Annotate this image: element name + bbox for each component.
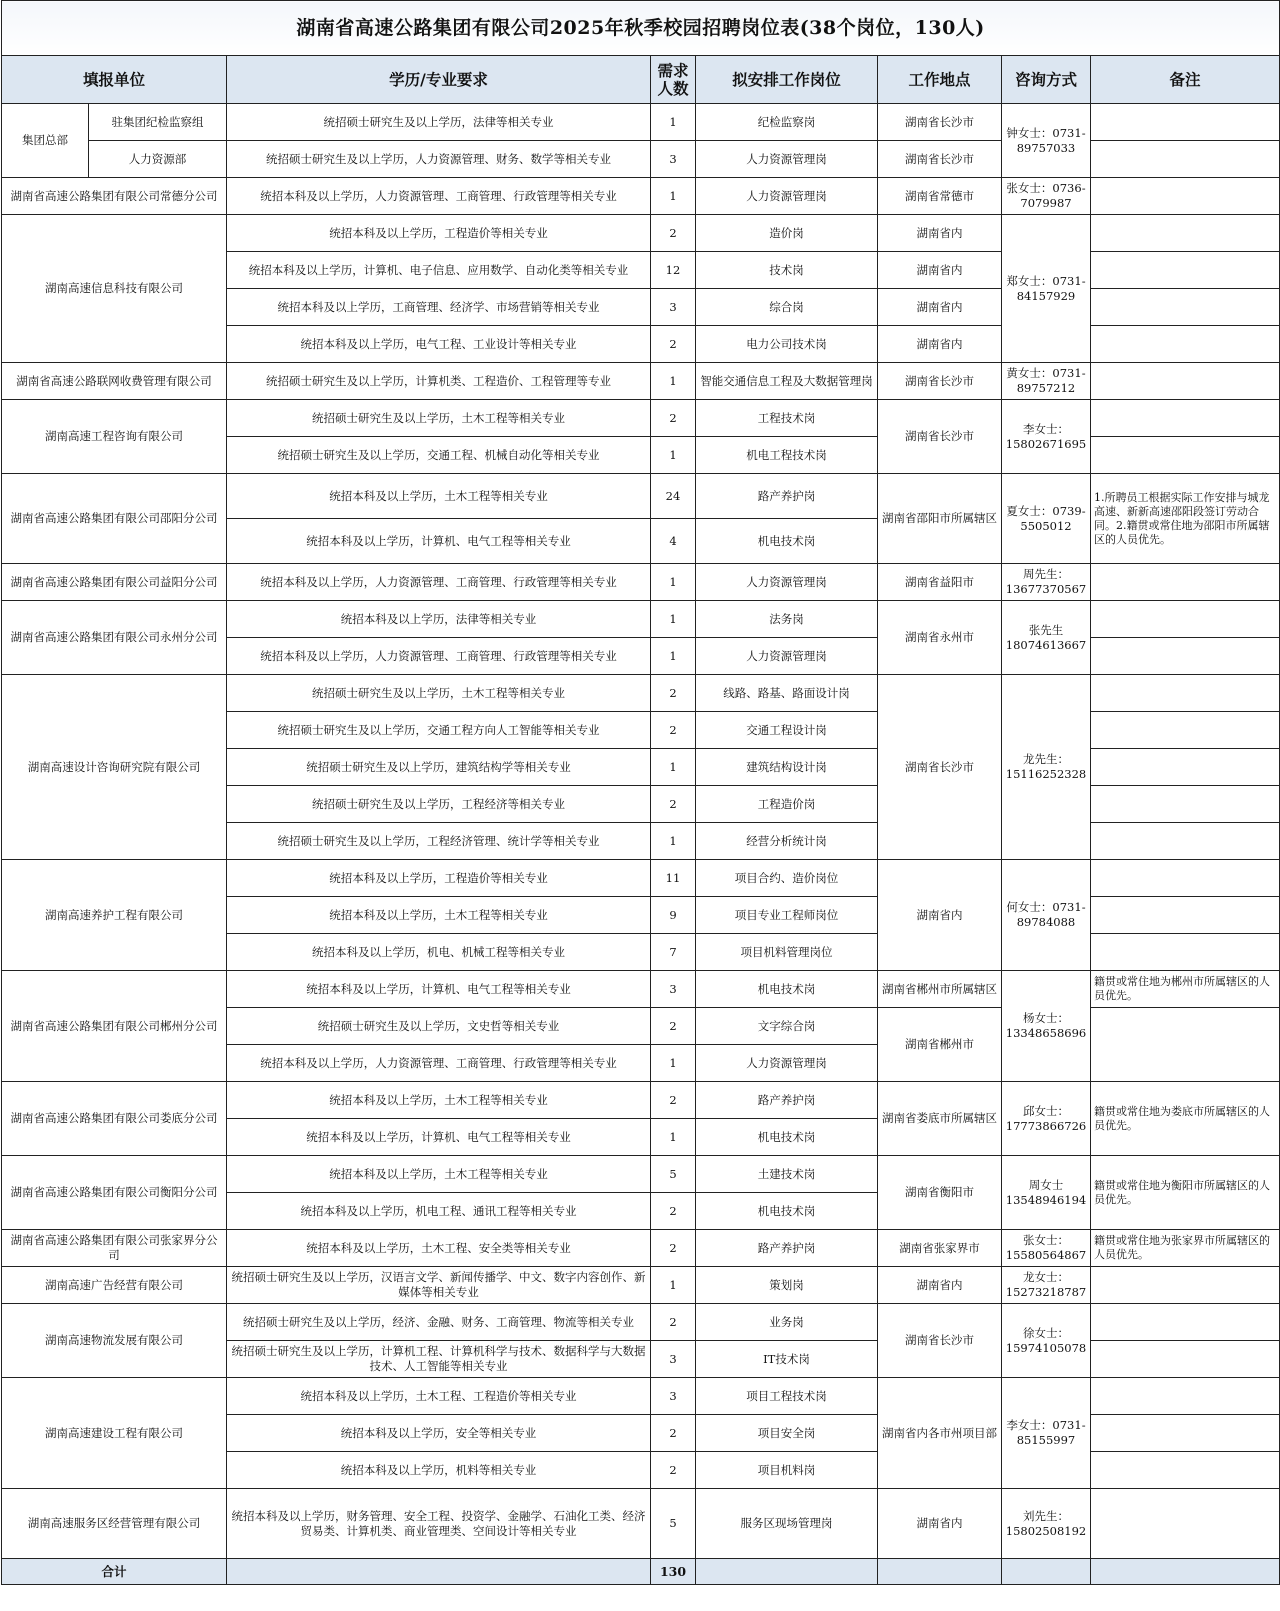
count-cell: 4 xyxy=(651,519,696,564)
post-cell: 交通工程设计岗 xyxy=(696,712,878,749)
location-cell: 湖南省衡阳市 xyxy=(878,1156,1002,1230)
contact-cell: 周先生：13677370567 xyxy=(1002,564,1091,601)
location-cell: 湖南省内 xyxy=(878,215,1002,252)
total-spacer xyxy=(1002,1559,1091,1585)
note-cell: 籍贯或常住地为衡阳市所属辖区的人员优先。 xyxy=(1091,1156,1280,1230)
location-cell: 湖南省内 xyxy=(878,860,1002,971)
requirement-cell: 统招本科及以上学历，人力资源管理、工商管理、行政管理等相关专业 xyxy=(227,638,651,675)
requirement-cell: 统招本科及以上学历，机料等相关专业 xyxy=(227,1452,651,1489)
count-cell: 1 xyxy=(651,178,696,215)
count-cell: 2 xyxy=(651,675,696,712)
post-cell: 项目机料岗 xyxy=(696,1452,878,1489)
requirement-cell: 统招硕士研究生及以上学历，建筑结构学等相关专业 xyxy=(227,749,651,786)
location-cell: 湖南省内 xyxy=(878,1267,1002,1304)
location-cell: 湖南省娄底市所属辖区 xyxy=(878,1082,1002,1156)
post-cell: 工程造价岗 xyxy=(696,786,878,823)
contact-cell: 夏女士：0739-5505012 xyxy=(1002,474,1091,564)
total-spacer xyxy=(878,1559,1002,1585)
requirement-cell: 统招本科及以上学历，机电工程、通讯工程等相关专业 xyxy=(227,1193,651,1230)
note-cell: 籍贯或常住地为郴州市所属辖区的人员优先。 xyxy=(1091,971,1280,1008)
count-cell: 1 xyxy=(651,1045,696,1082)
requirement-cell: 统招本科及以上学历，工程造价等相关专业 xyxy=(227,215,651,252)
note-cell xyxy=(1091,1304,1280,1341)
count-cell: 3 xyxy=(651,141,696,178)
contact-cell: 黄女士：0731-89757212 xyxy=(1002,363,1091,400)
requirement-cell: 统招本科及以上学历，计算机、电气工程等相关专业 xyxy=(227,1119,651,1156)
unit-cell: 湖南高速工程咨询有限公司 xyxy=(2,400,227,474)
note-cell xyxy=(1091,104,1280,141)
count-cell: 2 xyxy=(651,1415,696,1452)
post-cell: 技术岗 xyxy=(696,252,878,289)
unit-cell: 湖南省高速公路集团有限公司常德分公司 xyxy=(2,178,227,215)
requirement-cell: 统招本科及以上学历，工商管理、经济学、市场营销等相关专业 xyxy=(227,289,651,326)
requirement-cell: 统招本科及以上学历，安全等相关专业 xyxy=(227,1415,651,1452)
contact-cell: 何女士：0731-89784088 xyxy=(1002,860,1091,971)
post-cell: 路产养护岗 xyxy=(696,474,878,519)
note-cell xyxy=(1091,252,1280,289)
location-cell: 湖南省邵阳市所属辖区 xyxy=(878,474,1002,564)
requirement-cell: 统招硕士研究生及以上学历，法律等相关专业 xyxy=(227,104,651,141)
unit-cell: 湖南高速服务区经营管理有限公司 xyxy=(2,1489,227,1559)
post-cell: 建筑结构设计岗 xyxy=(696,749,878,786)
unit-cell: 湖南高速物流发展有限公司 xyxy=(2,1304,227,1378)
requirement-cell: 统招本科及以上学历，计算机、电子信息、应用数学、自动化类等相关专业 xyxy=(227,252,651,289)
count-cell: 2 xyxy=(651,215,696,252)
count-cell: 24 xyxy=(651,474,696,519)
location-cell: 湖南省长沙市 xyxy=(878,400,1002,474)
location-cell: 湖南省益阳市 xyxy=(878,564,1002,601)
post-cell: 人力资源管理岗 xyxy=(696,178,878,215)
post-cell: 机电工程技术岗 xyxy=(696,437,878,474)
unit-cell: 湖南省高速公路集团有限公司郴州分公司 xyxy=(2,971,227,1082)
count-cell: 1 xyxy=(651,823,696,860)
post-cell: 项目工程技术岗 xyxy=(696,1378,878,1415)
requirement-cell: 统招本科及以上学历，土木工程、工程造价等相关专业 xyxy=(227,1378,651,1415)
requirement-cell: 统招硕士研究生及以上学历，土木工程等相关专业 xyxy=(227,400,651,437)
post-cell: 项目安全岗 xyxy=(696,1415,878,1452)
total-spacer xyxy=(696,1559,878,1585)
requirement-cell: 统招本科及以上学历，财务管理、安全工程、投资学、金融学、石油化工类、经济贸易类、计算机类、商业管理类、空间设计等相关专业 xyxy=(227,1489,651,1559)
total-label: 合计 xyxy=(2,1559,227,1585)
count-cell: 3 xyxy=(651,971,696,1008)
note-cell xyxy=(1091,289,1280,326)
location-cell: 湖南省内 xyxy=(878,252,1002,289)
count-cell: 1 xyxy=(651,437,696,474)
unit-cell: 湖南高速建设工程有限公司 xyxy=(2,1378,227,1489)
count-cell: 5 xyxy=(651,1156,696,1193)
requirement-cell: 统招硕士研究生及以上学历，土木工程等相关专业 xyxy=(227,675,651,712)
post-cell: 机电技术岗 xyxy=(696,519,878,564)
post-cell: 路产养护岗 xyxy=(696,1230,878,1267)
note-cell xyxy=(1091,749,1280,786)
note-cell xyxy=(1091,1489,1280,1559)
header-contact: 咨询方式 xyxy=(1002,56,1091,104)
count-cell: 2 xyxy=(651,1230,696,1267)
unit-cell: 湖南省高速公路集团有限公司娄底分公司 xyxy=(2,1082,227,1156)
requirement-cell: 统招硕士研究生及以上学历，计算机工程、计算机科学与技术、数据科学与大数据技术、人工智能等相关专业 xyxy=(227,1341,651,1378)
unit-cell: 湖南高速信息科技有限公司 xyxy=(2,215,227,363)
requirement-cell: 统招本科及以上学历，机电、机械工程等相关专业 xyxy=(227,934,651,971)
note-cell xyxy=(1091,326,1280,363)
post-cell: 法务岗 xyxy=(696,601,878,638)
note-cell: 籍贯或常住地为张家界市所属辖区的人员优先。 xyxy=(1091,1230,1280,1267)
header-count: 需求人数 xyxy=(651,56,696,104)
post-cell: 智能交通信息工程及大数据管理岗 xyxy=(696,363,878,400)
requirement-cell: 统招本科及以上学历，人力资源管理、工商管理、行政管理等相关专业 xyxy=(227,1045,651,1082)
unit-cell: 湖南高速养护工程有限公司 xyxy=(2,860,227,971)
post-cell: 经营分析统计岗 xyxy=(696,823,878,860)
note-cell xyxy=(1091,1452,1280,1489)
count-cell: 1 xyxy=(651,638,696,675)
total-count: 130 xyxy=(651,1559,696,1585)
count-cell: 2 xyxy=(651,1082,696,1119)
header-location: 工作地点 xyxy=(878,56,1002,104)
post-cell: 文字综合岗 xyxy=(696,1008,878,1045)
requirement-cell: 统招硕士研究生及以上学历，计算机类、工程造价、工程管理等专业 xyxy=(227,363,651,400)
requirement-cell: 统招本科及以上学历，人力资源管理、工商管理、行政管理等相关专业 xyxy=(227,564,651,601)
count-cell: 2 xyxy=(651,1008,696,1045)
requirement-cell: 统招本科及以上学历，计算机、电气工程等相关专业 xyxy=(227,519,651,564)
contact-cell: 张女士：15580564867 xyxy=(1002,1230,1091,1267)
note-cell xyxy=(1091,1341,1280,1378)
requirement-cell: 统招本科及以上学历，电气工程、工业设计等相关专业 xyxy=(227,326,651,363)
note-cell xyxy=(1091,823,1280,860)
recruitment-table xyxy=(1,0,1280,1585)
location-cell: 湖南省长沙市 xyxy=(878,363,1002,400)
location-cell: 湖南省内 xyxy=(878,289,1002,326)
location-cell: 湖南省内各市州项目部 xyxy=(878,1378,1002,1489)
note-cell xyxy=(1091,564,1280,601)
post-cell: 造价岗 xyxy=(696,215,878,252)
unit-cell: 湖南高速设计咨询研究院有限公司 xyxy=(2,675,227,860)
requirement-cell: 统招硕士研究生及以上学历，人力资源管理、财务、数学等相关专业 xyxy=(227,141,651,178)
requirement-cell: 统招本科及以上学历，土木工程等相关专业 xyxy=(227,897,651,934)
contact-cell: 邱女士：17773866726 xyxy=(1002,1082,1091,1156)
location-cell: 湖南省张家界市 xyxy=(878,1230,1002,1267)
note-cell xyxy=(1091,897,1280,934)
requirement-cell: 统招本科及以上学历，土木工程等相关专业 xyxy=(227,474,651,519)
unit-cell: 湖南省高速公路集团有限公司永州分公司 xyxy=(2,601,227,675)
requirement-cell: 统招本科及以上学历，土木工程等相关专业 xyxy=(227,1156,651,1193)
post-cell: 人力资源管理岗 xyxy=(696,638,878,675)
requirement-cell: 统招硕士研究生及以上学历，交通工程、机械自动化等相关专业 xyxy=(227,437,651,474)
note-cell xyxy=(1091,141,1280,178)
requirement-cell: 统招本科及以上学历，工程造价等相关专业 xyxy=(227,860,651,897)
count-cell: 3 xyxy=(651,289,696,326)
requirement-cell: 统招本科及以上学历，法律等相关专业 xyxy=(227,601,651,638)
count-cell: 11 xyxy=(651,860,696,897)
location-cell: 湖南省郴州市 xyxy=(878,1008,1002,1082)
unit-cell: 湖南省高速公路联网收费管理有限公司 xyxy=(2,363,227,400)
location-cell: 湖南省长沙市 xyxy=(878,141,1002,178)
location-cell: 湖南省长沙市 xyxy=(878,1304,1002,1378)
post-cell: 策划岗 xyxy=(696,1267,878,1304)
location-cell: 湖南省郴州市所属辖区 xyxy=(878,971,1002,1008)
note-cell xyxy=(1091,437,1280,474)
unit-cell: 湖南省高速公路集团有限公司益阳分公司 xyxy=(2,564,227,601)
post-cell: 机电技术岗 xyxy=(696,1119,878,1156)
contact-cell: 杨女士：13348658696 xyxy=(1002,971,1091,1082)
post-cell: 项目合约、造价岗位 xyxy=(696,860,878,897)
note-cell xyxy=(1091,400,1280,437)
sub-unit-cell: 人力资源部 xyxy=(89,141,227,178)
note-cell xyxy=(1091,712,1280,749)
count-cell: 3 xyxy=(651,1378,696,1415)
post-cell: 线路、路基、路面设计岗 xyxy=(696,675,878,712)
post-cell: 人力资源管理岗 xyxy=(696,141,878,178)
note-cell xyxy=(1091,786,1280,823)
post-cell: 项目机料管理岗位 xyxy=(696,934,878,971)
location-cell: 湖南省长沙市 xyxy=(878,104,1002,141)
post-cell: 电力公司技术岗 xyxy=(696,326,878,363)
post-cell: 土建技术岗 xyxy=(696,1156,878,1193)
count-cell: 1 xyxy=(651,601,696,638)
post-cell: 机电技术岗 xyxy=(696,1193,878,1230)
note-cell xyxy=(1091,638,1280,675)
count-cell: 9 xyxy=(651,897,696,934)
requirement-cell: 统招本科及以上学历，计算机、电气工程等相关专业 xyxy=(227,971,651,1008)
contact-cell: 刘先生：15802508192 xyxy=(1002,1489,1091,1559)
note-cell xyxy=(1091,178,1280,215)
count-cell: 7 xyxy=(651,934,696,971)
note-cell xyxy=(1091,1415,1280,1452)
contact-cell: 钟女士：0731-89757033 xyxy=(1002,104,1091,178)
header-note: 备注 xyxy=(1091,56,1280,104)
post-cell: 业务岗 xyxy=(696,1304,878,1341)
post-cell: 人力资源管理岗 xyxy=(696,1045,878,1082)
note-cell xyxy=(1091,363,1280,400)
total-spacer xyxy=(227,1559,651,1585)
count-cell: 1 xyxy=(651,749,696,786)
post-cell: 服务区现场管理岗 xyxy=(696,1489,878,1559)
post-cell: 综合岗 xyxy=(696,289,878,326)
sub-unit-cell: 驻集团纪检监察组 xyxy=(89,104,227,141)
location-cell: 湖南省内 xyxy=(878,1489,1002,1559)
requirement-cell: 统招硕士研究生及以上学历，交通工程方向人工智能等相关专业 xyxy=(227,712,651,749)
requirement-cell: 统招本科及以上学历，土木工程、安全类等相关专业 xyxy=(227,1230,651,1267)
note-cell xyxy=(1091,1378,1280,1415)
requirement-cell: 统招本科及以上学历，土木工程等相关专业 xyxy=(227,1082,651,1119)
unit-cell: 湖南省高速公路集团有限公司邵阳分公司 xyxy=(2,474,227,564)
count-cell: 5 xyxy=(651,1489,696,1559)
count-cell: 1 xyxy=(651,564,696,601)
note-cell xyxy=(1091,675,1280,712)
contact-cell: 郑女士：0731-84157929 xyxy=(1002,215,1091,363)
post-cell: 人力资源管理岗 xyxy=(696,564,878,601)
location-cell: 湖南省常德市 xyxy=(878,178,1002,215)
requirement-cell: 统招硕士研究生及以上学历，工程经济等相关专业 xyxy=(227,786,651,823)
post-cell: IT技术岗 xyxy=(696,1341,878,1378)
post-cell: 路产养护岗 xyxy=(696,1082,878,1119)
contact-cell: 李女士：15802671695 xyxy=(1002,400,1091,474)
count-cell: 1 xyxy=(651,363,696,400)
contact-cell: 龙先生：15116252328 xyxy=(1002,675,1091,860)
unit-cell: 湖南省高速公路集团有限公司张家界分公司 xyxy=(2,1230,227,1267)
note-cell xyxy=(1091,601,1280,638)
post-cell: 工程技术岗 xyxy=(696,400,878,437)
requirement-cell: 统招硕士研究生及以上学历，工程经济管理、统计学等相关专业 xyxy=(227,823,651,860)
requirement-cell: 统招硕士研究生及以上学历，文史哲等相关专业 xyxy=(227,1008,651,1045)
contact-cell: 李女士：0731-85155997 xyxy=(1002,1378,1091,1489)
count-cell: 1 xyxy=(651,1119,696,1156)
contact-cell: 徐女士：15974105078 xyxy=(1002,1304,1091,1378)
unit-cell: 集团总部 xyxy=(2,104,89,178)
post-cell: 项目专业工程师岗位 xyxy=(696,897,878,934)
note-cell xyxy=(1091,215,1280,252)
count-cell: 3 xyxy=(651,1341,696,1378)
location-cell: 湖南省长沙市 xyxy=(878,675,1002,860)
total-spacer xyxy=(1091,1559,1280,1585)
note-cell xyxy=(1091,934,1280,971)
unit-cell: 湖南高速广告经营有限公司 xyxy=(2,1267,227,1304)
unit-cell: 湖南省高速公路集团有限公司衡阳分公司 xyxy=(2,1156,227,1230)
count-cell: 2 xyxy=(651,1452,696,1489)
count-cell: 12 xyxy=(651,252,696,289)
count-cell: 1 xyxy=(651,104,696,141)
contact-cell: 张先生 18074613667 xyxy=(1002,601,1091,675)
note-cell xyxy=(1091,860,1280,897)
note-cell: 1.所聘员工根据实际工作安排与城龙高速、新新高速邵阳段签订劳动合同。2.籍贯或常住地为邵阳市所属辖区的人员优先。 xyxy=(1091,474,1280,564)
page-title: 湖南省高速公路集团有限公司2025年秋季校园招聘岗位表(38个岗位，130人) xyxy=(2,1,1280,56)
note-cell xyxy=(1091,1267,1280,1304)
note-cell: 籍贯或常住地为娄底市所属辖区的人员优先。 xyxy=(1091,1082,1280,1156)
note-cell xyxy=(1091,1008,1280,1082)
header-post: 拟安排工作岗位 xyxy=(696,56,878,104)
requirement-cell: 统招硕士研究生及以上学历，经济、金融、财务、工商管理、物流等相关专业 xyxy=(227,1304,651,1341)
count-cell: 2 xyxy=(651,712,696,749)
header-unit: 填报单位 xyxy=(2,56,227,104)
location-cell: 湖南省永州市 xyxy=(878,601,1002,675)
header-requirement: 学历/专业要求 xyxy=(227,56,651,104)
count-cell: 2 xyxy=(651,1193,696,1230)
requirement-cell: 统招硕士研究生及以上学历，汉语言文学、新闻传播学、中文、数字内容创作、新媒体等相关专业 xyxy=(227,1267,651,1304)
count-cell: 2 xyxy=(651,400,696,437)
location-cell: 湖南省内 xyxy=(878,326,1002,363)
count-cell: 2 xyxy=(651,326,696,363)
count-cell: 2 xyxy=(651,1304,696,1341)
post-cell: 纪检监察岗 xyxy=(696,104,878,141)
requirement-cell: 统招本科及以上学历，人力资源管理、工商管理、行政管理等相关专业 xyxy=(227,178,651,215)
post-cell: 机电技术岗 xyxy=(696,971,878,1008)
contact-cell: 周女士 13548946194 xyxy=(1002,1156,1091,1230)
contact-cell: 龙女士：15273218787 xyxy=(1002,1267,1091,1304)
contact-cell: 张女士：0736-7079987 xyxy=(1002,178,1091,215)
count-cell: 1 xyxy=(651,1267,696,1304)
count-cell: 2 xyxy=(651,786,696,823)
